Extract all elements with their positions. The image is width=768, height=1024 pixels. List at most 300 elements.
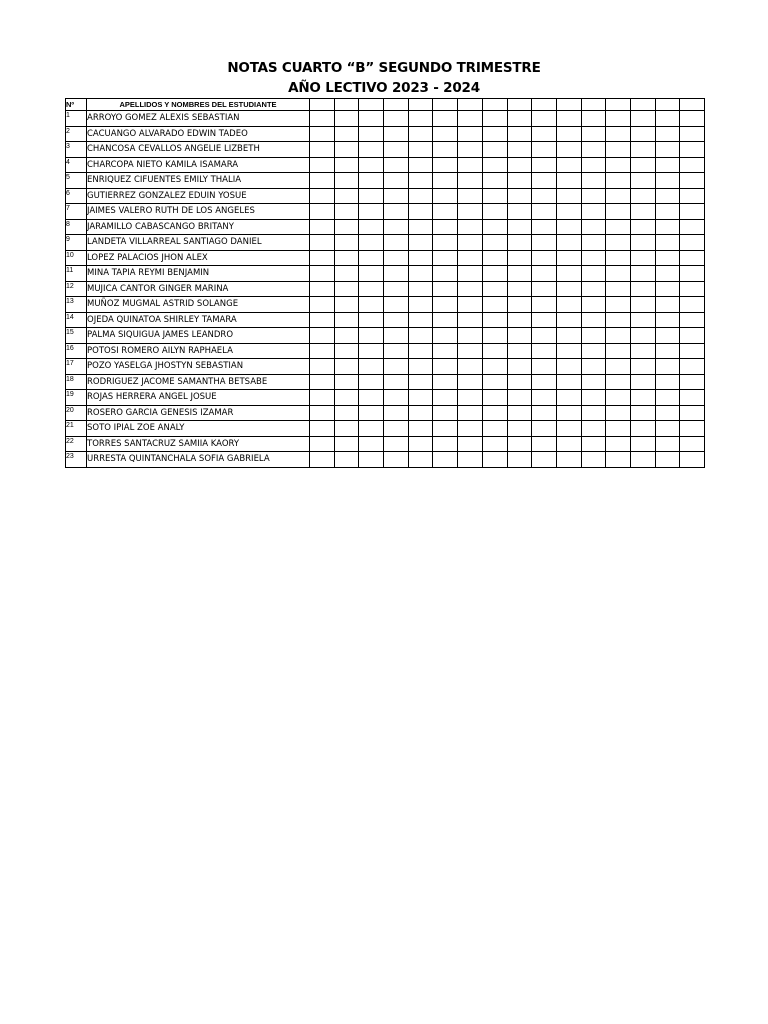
grade-cell: [606, 281, 631, 297]
row-number: 15: [66, 328, 87, 344]
table-row: [66, 421, 705, 437]
grade-cell: [458, 436, 483, 452]
grade-cell: [359, 421, 384, 437]
grade-cell: [482, 390, 507, 406]
grade-cell: [581, 452, 606, 468]
grade-cell: [458, 142, 483, 158]
grade-cell: [630, 359, 655, 375]
grade-cell: [359, 312, 384, 328]
grade-cell: [433, 157, 458, 173]
grade-cell: [433, 235, 458, 251]
student-name: TORRES SANTACRUZ SAMIIA KAORY: [87, 436, 310, 452]
grade-cell: [680, 204, 705, 220]
grade-cell: [655, 173, 680, 189]
grade-cell: [556, 328, 581, 344]
grade-cell: [532, 343, 557, 359]
grade-cell: [384, 111, 409, 127]
grade-cell: [458, 266, 483, 282]
table-row: [66, 235, 705, 251]
row-number: 1: [66, 111, 87, 127]
table-row: [66, 204, 705, 220]
grade-cell: [384, 421, 409, 437]
student-name: MUJICA CANTOR GINGER MARINA: [87, 281, 310, 297]
row-number: 19: [66, 390, 87, 406]
grade-cell: [556, 111, 581, 127]
grade-cell: [655, 297, 680, 313]
grade-cell: [482, 250, 507, 266]
grade-cell: [556, 250, 581, 266]
grade-cell: [630, 374, 655, 390]
grade-cell: [384, 188, 409, 204]
grade-cell: [359, 390, 384, 406]
grade-cell: [630, 281, 655, 297]
grade-cell: [408, 297, 433, 313]
grade-cell: [680, 142, 705, 158]
grade-cell: [581, 374, 606, 390]
grade-cell: [556, 281, 581, 297]
row-number: 23: [66, 452, 87, 468]
grade-cell: [334, 111, 359, 127]
grade-cell: [334, 142, 359, 158]
grade-cell: [532, 405, 557, 421]
grade-cell: [334, 173, 359, 189]
document-title: [0, 58, 768, 98]
grade-cell: [408, 111, 433, 127]
grade-cell: [384, 157, 409, 173]
table-row: [66, 452, 705, 468]
grade-cell: [556, 343, 581, 359]
grade-cell: [458, 359, 483, 375]
grade-cell: [408, 312, 433, 328]
grade-cell: [310, 297, 335, 313]
grade-cell: [310, 173, 335, 189]
grade-cell: [581, 359, 606, 375]
student-name: PALMA SIQUIGUA JAMES LEANDRO: [87, 328, 310, 344]
header-grade-column: [359, 99, 384, 111]
grade-cell: [680, 359, 705, 375]
grade-cell: [482, 281, 507, 297]
grade-cell: [630, 111, 655, 127]
grade-cell: [458, 173, 483, 189]
grade-cell: [433, 126, 458, 142]
grade-cell: [482, 374, 507, 390]
grade-cell: [680, 390, 705, 406]
grade-cell: [507, 173, 532, 189]
grade-cell: [310, 421, 335, 437]
grade-cell: [507, 374, 532, 390]
grade-cell: [680, 405, 705, 421]
grade-cell: [458, 188, 483, 204]
grade-cell: [334, 250, 359, 266]
grade-cell: [507, 343, 532, 359]
grade-cell: [334, 328, 359, 344]
grade-cell: [482, 266, 507, 282]
grade-cell: [384, 266, 409, 282]
grade-cell: [384, 235, 409, 251]
header-grade-column: [581, 99, 606, 111]
grade-cell: [458, 328, 483, 344]
grade-cell: [630, 343, 655, 359]
row-number: 5: [66, 173, 87, 189]
grade-cell: [532, 204, 557, 220]
grade-cell: [606, 436, 631, 452]
header-grade-column: [532, 99, 557, 111]
header-grade-column: [310, 99, 335, 111]
grade-cell: [433, 328, 458, 344]
grade-cell: [458, 312, 483, 328]
grade-cell: [606, 374, 631, 390]
grade-cell: [655, 405, 680, 421]
row-number: 2: [66, 126, 87, 142]
grade-cell: [458, 157, 483, 173]
grade-cell: [334, 436, 359, 452]
grade-cell: [482, 219, 507, 235]
grade-cell: [458, 297, 483, 313]
grade-cell: [384, 436, 409, 452]
header-grade-column: [458, 99, 483, 111]
grade-cell: [433, 297, 458, 313]
grade-cell: [433, 250, 458, 266]
grade-cell: [482, 328, 507, 344]
grade-cell: [680, 312, 705, 328]
grade-cell: [433, 421, 458, 437]
grade-cell: [359, 204, 384, 220]
grade-cell: [581, 142, 606, 158]
table-row: [66, 297, 705, 313]
grade-cell: [507, 359, 532, 375]
grade-cell: [408, 188, 433, 204]
grade-cell: [581, 157, 606, 173]
grade-cell: [482, 204, 507, 220]
grade-cell: [630, 297, 655, 313]
grade-cell: [655, 312, 680, 328]
grade-cell: [680, 173, 705, 189]
grade-cell: [359, 219, 384, 235]
grade-cell: [606, 173, 631, 189]
grade-cell: [310, 281, 335, 297]
table-row: [66, 312, 705, 328]
grade-cell: [556, 421, 581, 437]
grade-cell: [408, 204, 433, 220]
grade-cell: [655, 250, 680, 266]
table-row: [66, 343, 705, 359]
grade-cell: [433, 204, 458, 220]
grade-cell: [630, 390, 655, 406]
grade-cell: [482, 452, 507, 468]
grade-cell: [334, 452, 359, 468]
grade-cell: [408, 157, 433, 173]
grade-cell: [655, 157, 680, 173]
header-grade-column: [655, 99, 680, 111]
grade-cell: [433, 219, 458, 235]
grade-cell: [310, 328, 335, 344]
grade-cell: [384, 219, 409, 235]
grade-cell: [507, 266, 532, 282]
grade-cell: [606, 405, 631, 421]
student-name: LANDETA VILLARREAL SANTIAGO DANIEL: [87, 235, 310, 251]
grade-cell: [606, 188, 631, 204]
grade-cell: [630, 142, 655, 158]
grade-cell: [655, 390, 680, 406]
grade-cell: [433, 312, 458, 328]
grade-cell: [655, 436, 680, 452]
grade-cell: [655, 126, 680, 142]
grade-cell: [507, 126, 532, 142]
grade-cell: [606, 250, 631, 266]
grade-cell: [384, 204, 409, 220]
grade-cell: [334, 343, 359, 359]
grade-cell: [680, 219, 705, 235]
student-name: JAIMES VALERO RUTH DE LOS ANGELES: [87, 204, 310, 220]
grade-cell: [507, 405, 532, 421]
student-name: MINA TAPIA REYMI BENJAMIN: [87, 266, 310, 282]
grade-cell: [334, 312, 359, 328]
row-number: 16: [66, 343, 87, 359]
grade-cell: [334, 157, 359, 173]
header-grade-column: [556, 99, 581, 111]
grade-cell: [310, 266, 335, 282]
grade-cell: [680, 111, 705, 127]
grade-cell: [655, 421, 680, 437]
grade-cell: [655, 281, 680, 297]
grade-cell: [556, 235, 581, 251]
grade-cell: [310, 405, 335, 421]
grade-cell: [581, 266, 606, 282]
grade-cell: [482, 126, 507, 142]
grade-cell: [384, 328, 409, 344]
grade-cell: [630, 126, 655, 142]
grade-cell: [359, 173, 384, 189]
grade-cell: [581, 297, 606, 313]
grade-cell: [408, 235, 433, 251]
grade-cell: [630, 157, 655, 173]
grade-cell: [630, 328, 655, 344]
grade-cell: [310, 157, 335, 173]
grade-cell: [606, 204, 631, 220]
grade-cell: [359, 297, 384, 313]
grade-cell: [630, 266, 655, 282]
table-row: [66, 188, 705, 204]
student-name: OJEDA QUINATOA SHIRLEY TAMARA: [87, 312, 310, 328]
grade-cell: [680, 343, 705, 359]
grade-cell: [359, 188, 384, 204]
header-grade-column: [408, 99, 433, 111]
grade-cell: [507, 157, 532, 173]
table-row: [66, 250, 705, 266]
header-grade-column: [384, 99, 409, 111]
grade-cell: [532, 436, 557, 452]
grade-cell: [680, 297, 705, 313]
grade-cell: [507, 281, 532, 297]
row-number: 12: [66, 281, 87, 297]
header-grade-column: [482, 99, 507, 111]
header-grade-column: [334, 99, 359, 111]
grade-cell: [359, 343, 384, 359]
grade-cell: [384, 390, 409, 406]
grade-cell: [606, 219, 631, 235]
row-number: 22: [66, 436, 87, 452]
grade-cell: [359, 142, 384, 158]
grade-cell: [359, 328, 384, 344]
grade-cell: [408, 142, 433, 158]
grade-cell: [532, 374, 557, 390]
grade-cell: [310, 312, 335, 328]
grade-cell: [581, 421, 606, 437]
grade-cell: [532, 328, 557, 344]
grade-cell: [507, 328, 532, 344]
grade-cell: [655, 142, 680, 158]
grade-cell: [630, 204, 655, 220]
grade-cell: [532, 281, 557, 297]
grade-cell: [334, 421, 359, 437]
grade-cell: [384, 343, 409, 359]
student-name: CHANCOSA CEVALLOS ANGELIE LIZBETH: [87, 142, 310, 158]
grade-cell: [408, 281, 433, 297]
grades-table: [65, 98, 705, 468]
grade-cell: [556, 219, 581, 235]
grade-cell: [359, 452, 384, 468]
grade-cell: [433, 281, 458, 297]
student-name: JARAMILLO CABASCANGO BRITANY: [87, 219, 310, 235]
grade-cell: [408, 390, 433, 406]
grade-cell: [408, 452, 433, 468]
grade-cell: [581, 219, 606, 235]
grade-cell: [384, 281, 409, 297]
grade-cell: [532, 235, 557, 251]
table-row: [66, 405, 705, 421]
grade-cell: [556, 374, 581, 390]
grade-cell: [630, 452, 655, 468]
table-row: [66, 126, 705, 142]
student-name: RODRIGUEZ JACOME SAMANTHA BETSABE: [87, 374, 310, 390]
grade-cell: [556, 297, 581, 313]
grade-cell: [655, 266, 680, 282]
grade-cell: [532, 312, 557, 328]
grade-cell: [334, 204, 359, 220]
student-name: URRESTA QUINTANCHALA SOFIA GABRIELA: [87, 452, 310, 468]
grade-cell: [408, 343, 433, 359]
grade-cell: [630, 173, 655, 189]
student-name: POZO YASELGA JHOSTYN SEBASTIAN: [87, 359, 310, 375]
grade-cell: [458, 405, 483, 421]
grade-cell: [556, 173, 581, 189]
grade-cell: [556, 142, 581, 158]
grade-cell: [606, 142, 631, 158]
grade-cell: [359, 374, 384, 390]
grade-cell: [458, 452, 483, 468]
grade-cell: [630, 436, 655, 452]
grade-cell: [606, 359, 631, 375]
grade-cell: [655, 452, 680, 468]
grade-cell: [655, 235, 680, 251]
grade-cell: [532, 359, 557, 375]
grade-cell: [655, 374, 680, 390]
grade-cell: [655, 328, 680, 344]
grade-cell: [482, 405, 507, 421]
grade-cell: [655, 219, 680, 235]
grade-cell: [581, 173, 606, 189]
row-number: 17: [66, 359, 87, 375]
row-number: 18: [66, 374, 87, 390]
grade-cell: [433, 436, 458, 452]
grade-cell: [359, 111, 384, 127]
grade-cell: [581, 111, 606, 127]
grade-cell: [310, 142, 335, 158]
grade-cell: [433, 390, 458, 406]
grade-cell: [482, 111, 507, 127]
student-name: MUÑOZ MUGMAL ASTRID SOLANGE: [87, 297, 310, 313]
grade-cell: [680, 436, 705, 452]
grade-cell: [680, 374, 705, 390]
student-name: SOTO IPIAL ZOE ANALY: [87, 421, 310, 437]
grade-cell: [630, 421, 655, 437]
grade-cell: [359, 436, 384, 452]
grade-cell: [680, 188, 705, 204]
grade-cell: [680, 281, 705, 297]
grade-cell: [680, 328, 705, 344]
grade-cell: [433, 452, 458, 468]
grade-cell: [458, 281, 483, 297]
student-name: ROSERO GARCIA GENESIS IZAMAR: [87, 405, 310, 421]
student-name: GUTIERREZ GONZALEZ EDUIN YOSUE: [87, 188, 310, 204]
grade-cell: [606, 390, 631, 406]
grade-cell: [334, 359, 359, 375]
row-number: 3: [66, 142, 87, 158]
grade-cell: [458, 343, 483, 359]
grade-cell: [359, 235, 384, 251]
header-grade-column: [630, 99, 655, 111]
student-name: ENRIQUEZ CIFUENTES EMILY THALIA: [87, 173, 310, 189]
grade-cell: [458, 235, 483, 251]
title-line-1: NOTAS CUARTO “B” SEGUNDO TRIMESTRE: [227, 60, 541, 76]
grade-cell: [680, 157, 705, 173]
grade-cell: [334, 405, 359, 421]
row-number: 11: [66, 266, 87, 282]
grade-cell: [458, 204, 483, 220]
header-grade-column: [507, 99, 532, 111]
grade-cell: [507, 312, 532, 328]
grade-cell: [408, 328, 433, 344]
grade-cell: [532, 219, 557, 235]
grade-cell: [556, 157, 581, 173]
grade-cell: [384, 142, 409, 158]
grade-cell: [581, 188, 606, 204]
grade-cell: [655, 111, 680, 127]
grade-cell: [482, 436, 507, 452]
grade-cell: [556, 126, 581, 142]
grade-cell: [606, 111, 631, 127]
grade-cell: [655, 343, 680, 359]
grade-cell: [556, 188, 581, 204]
grade-cell: [482, 359, 507, 375]
grade-cell: [606, 235, 631, 251]
grade-cell: [384, 126, 409, 142]
grade-cell: [680, 126, 705, 142]
grade-cell: [507, 297, 532, 313]
grade-cell: [532, 157, 557, 173]
grade-cell: [433, 343, 458, 359]
table-row: [66, 328, 705, 344]
grade-cell: [680, 421, 705, 437]
grade-cell: [630, 405, 655, 421]
grade-cell: [606, 126, 631, 142]
grade-cell: [310, 452, 335, 468]
header-grade-column: [433, 99, 458, 111]
table-row: [66, 281, 705, 297]
grade-cell: [556, 390, 581, 406]
grade-cell: [310, 188, 335, 204]
student-name: POTOSI ROMERO AILYN RAPHAELA: [87, 343, 310, 359]
